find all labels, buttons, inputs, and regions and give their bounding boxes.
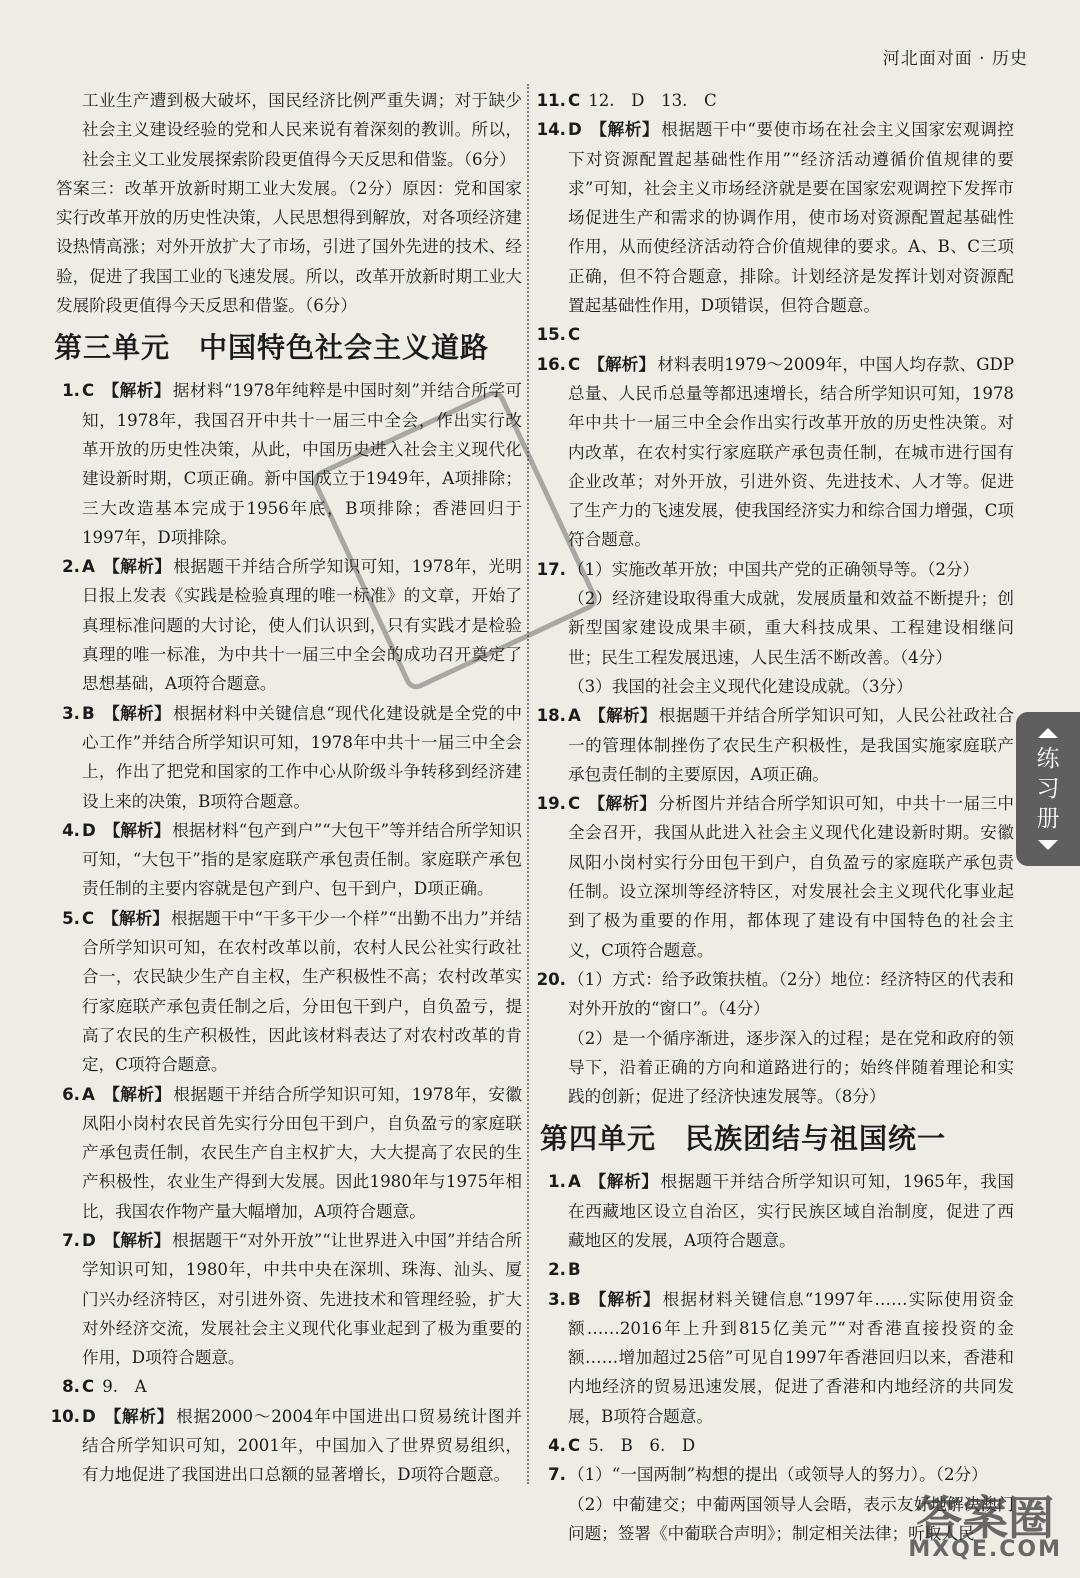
- answer-item: [56, 816, 522, 904]
- analysis-text: 根据题干中“干多干少一个样”“出勤不出力”并结合所学知识可知，在农村改革以前，农村人民公社实行政社合一，农民缺少生产自主权，生产积极性不高；农村改革实行家庭联产承包责任制之后，分田包干到户，自负盈亏，提高了农民的生产积极性，因此该材料表达了对农村改革的肯定，C项符合题意。: [82, 908, 523, 1075]
- answer-choice: D: [82, 820, 96, 840]
- analysis-tag: 【解析】: [589, 119, 660, 140]
- tab-char: 练: [1036, 746, 1060, 772]
- analysis-tag: 【解析】: [588, 353, 656, 374]
- question-number: 3.: [548, 1289, 566, 1309]
- answer-item: [542, 1431, 1014, 1460]
- analysis-text: 根据2000～2004年中国进出口贸易统计图并结合所学知识可知，2001年，中国加入了世界贸易组织，有力地促进了我国进出口总额的显著增长，D项符合题意。: [82, 1406, 522, 1485]
- answer-item: [536, 789, 1015, 965]
- analysis-tag: 【解析】: [102, 380, 171, 401]
- arrow-down-icon: [1038, 840, 1058, 850]
- answer-list: [536, 701, 1015, 965]
- question-number: 15.: [536, 325, 566, 345]
- answer-extra: 5. B 6. D: [588, 1436, 696, 1456]
- unit-title-3: 第三单元 中国特色社会主义道路: [54, 331, 490, 365]
- answer-line: （2）中葡建交；中葡两国领导人会晤，表示友好地解决澳门问题；签署《中葡联合声明》；制定相关法律；听取人民: [568, 1494, 1014, 1543]
- answer-item: [536, 115, 1015, 320]
- answer-item: [56, 552, 522, 698]
- analysis-tag: 【解析】: [103, 819, 171, 840]
- answer-choice: A: [82, 1084, 95, 1104]
- question-number: 8.: [62, 1377, 80, 1397]
- analysis-text: 根据题干并结合所学知识可知，1978年，光明日报上发表《实践是检验真理的唯一标准》的文章，开始了真理标准问题的大讨论，使人们认识到，只有实践才是检验真理的唯一标准，为中共十一届三中全会的成功召开奠定了思想基础，A项符合题意。: [82, 557, 523, 694]
- answer-choice: A: [82, 557, 95, 577]
- answer-item: [536, 701, 1015, 789]
- question-number: 5.: [62, 908, 80, 928]
- answer-choice: B: [82, 703, 95, 723]
- answer-item: [542, 1255, 1014, 1284]
- answer-item-20: [536, 965, 1014, 1111]
- answer-item: [56, 1372, 522, 1401]
- question-number: 14.: [536, 120, 566, 140]
- analysis-text: 根据题干并结合所学知识可知，人民公社政社合一的管理体制挫伤了农民生产积极性，是我国实施家庭联产承包责任制的主要原因，A项正确。: [568, 706, 1015, 784]
- left-column: [50, 86, 523, 1490]
- arrow-up-icon: [1038, 728, 1058, 738]
- answer-item: [56, 1080, 522, 1226]
- analysis-text: 根据材料中关键信息“现代化建设就是全党的中心工作”并结合所学知识可知，1978年中共十一届三中全会上，作出了把党和国家的工作中心从阶级斗争转移到经济建设上来的决策，B项符合题意。: [82, 703, 523, 811]
- answer-choice: C: [82, 908, 95, 928]
- answer-extra: 12. D 13. C: [588, 91, 717, 110]
- answer-choice: C: [82, 1377, 95, 1397]
- question-number: 1.: [62, 381, 80, 401]
- analysis-text: 根据题干并结合所学知识可知，1978年，安徽凤阳小岗村农民首先实行分田包干到户，自负盈亏的家庭联产承包责任制，农民生产自主权扩大，大大提高了农民的生产积极性，农业生产得到大发展。因此1980年与1975年相比，我国农作物产量大幅增加，A项符合题意。: [82, 1084, 523, 1221]
- analysis-text: 分析图片并结合所学知识可知，中共十一届三中全会召开，我国从此进入社会主义现代化建设新时期。安徽凤阳小岗村实行分田包干到户，自负盈亏的家庭联产承包责任制。设立深圳等经济特区，对发展社会主义现代化事业起到了极为重要的作用，都体现了建设有中国特色的社会主义，C项符合题意。: [568, 794, 1015, 960]
- question-number: 7.: [62, 1230, 80, 1250]
- analysis-tag: 【解析】: [102, 556, 172, 577]
- answer-choice: B: [568, 1260, 581, 1280]
- answer-choice: B: [568, 1289, 581, 1309]
- answer-item: [56, 699, 522, 816]
- analysis-tag: 【解析】: [102, 702, 172, 723]
- question-number: 2.: [62, 557, 80, 577]
- answer-item: [56, 1226, 522, 1372]
- column-divider: [527, 84, 529, 1484]
- analysis-tag: 【解析】: [102, 907, 169, 928]
- question-number: 18.: [536, 706, 566, 726]
- answer-choice: C: [568, 325, 581, 345]
- answer-item: [536, 86, 1014, 115]
- answer-item: [50, 1402, 522, 1490]
- answer-choice: C: [568, 1436, 581, 1456]
- answer-choice: C: [568, 794, 581, 814]
- answer-line: （2）经济建设取得重大成就，发展质量和效益不断提升；创新型国家建设成果丰硕，重大科技成果、工程建设相继问世；民生工程发展迅速，人民生活不断改善。（4分）: [568, 589, 1014, 667]
- intro-paragraph: 答案三：改革开放新时期工业大发展。（2分）原因：党和国家实行改革开放的历史性决策，人民思想得到解放，对各项经济建设热情高涨；对外开放扩大了市场，引进了国外先进的技术、经验，促进了我国工业的飞速发展。所以，改革开放新时期工业大发展阶段更值得今天反思和借鉴。（6分）: [56, 178, 522, 316]
- tab-char: 册: [1036, 806, 1060, 832]
- right-column: [536, 86, 1015, 1548]
- question-number: 17.: [536, 559, 566, 579]
- analysis-text: 根据材料“包产到户”“大包干”等并结合所学知识可知，“大包干”指的是家庭联产承包责任制。家庭联产承包责任制的主要内容就是包产到户、包干到户，D项正确。: [82, 820, 522, 899]
- question-number: 10.: [50, 1406, 80, 1426]
- question-number: 4.: [62, 820, 80, 840]
- answer-item: [542, 1285, 1014, 1431]
- intro-paragraph: 工业生产遭到极大破坏，国民经济比例严重失调；对于缺少社会主义建设经验的党和人民来说有着深刻的教训。所以，社会主义工业发展探索阶段更值得今天反思和借鉴。（6分）: [82, 91, 522, 169]
- analysis-text: 根据题干并结合所学知识可知，1965年，我国在西藏地区设立自治区，实行民族区域自治制度，促进了西藏地区的发展，A项符合题意。: [568, 1172, 1014, 1250]
- practice-book-tab: [1016, 712, 1080, 866]
- analysis-tag: 【解析】: [588, 705, 657, 726]
- answer-choice: C: [568, 91, 581, 110]
- analysis-text: 根据题干中“要使市场在社会主义国家宏观调控下对资源配置起基础性作用”“经济活动遵循价值规律的要求”可知，社会主义市场经济就是要在国家宏观调控下发挥市场促进生产和需求的协调作用，使市场对资源配置起基础性作用，从而使经济活动符合价值规律的要求。A、B、C三项正确，但不符合题意，排除。计划经济是发挥计划对资源配置起基础性作用，D项错误，但符合题意。: [568, 120, 1015, 316]
- question-number: 16.: [536, 354, 566, 374]
- answer-extra: 9. A: [102, 1377, 147, 1397]
- watermark-url: MXQE.COM: [908, 1537, 1062, 1562]
- question-number: 20.: [536, 969, 566, 989]
- analysis-tag: 【解析】: [588, 1171, 659, 1192]
- answer-line: （1）实施改革开放；中国共产党的正确领导等。（2分）: [568, 559, 980, 579]
- answer-choice: A: [568, 1172, 581, 1192]
- answer-choice: D: [82, 1406, 96, 1426]
- analysis-tag: 【解析】: [103, 1405, 175, 1426]
- answer-choice: D: [568, 120, 582, 140]
- analysis-tag: 【解析】: [588, 793, 657, 814]
- answer-line: （2）是一个循序渐进，逐步深入的过程；是在党和政府的领导下，沿着正确的方向和道路进行的；始终伴随着理论和实践的创新；促进了经济快速发展等。（8分）: [568, 1028, 1014, 1107]
- question-number: 6.: [62, 1084, 80, 1104]
- analysis-tag: 【解析】: [103, 1229, 171, 1250]
- answer-list: [536, 86, 1015, 555]
- question-number: 11.: [536, 91, 566, 110]
- watermark-logo: 答案圈: [916, 1491, 1055, 1545]
- answer-line: （3）我国的社会主义现代化建设成就。（3分）: [568, 676, 913, 696]
- question-number: 2.: [548, 1260, 566, 1280]
- analysis-tag: 【解析】: [588, 1288, 661, 1309]
- question-number: 4.: [548, 1436, 566, 1456]
- question-number: 7.: [548, 1465, 566, 1485]
- analysis-text: 材料表明1979～2009年，中国人均存款、GDP总量、人民币总量等都迅速增长，结合所学知识可知，1978年中共十一届三中全会作出实行改革开放的历史性决策。对内改革，在农村实行家庭联产承包责任制，在城市进行国有企业改革；对外开放，引进外资、先进技术、人才等。促进了生产力的飞速发展，使我国经济实力和综合国力增强，C项符合题意。: [568, 354, 1014, 550]
- answer-item: [56, 904, 522, 1080]
- question-number: 1.: [548, 1172, 566, 1192]
- answer-item: [542, 1167, 1014, 1255]
- answer-line: （1）“一国两制”构想的提出（或领导人的努力）。（2分）: [568, 1465, 988, 1485]
- question-number: 19.: [536, 794, 566, 814]
- answer-item: [536, 320, 1014, 349]
- tab-char: 习: [1036, 776, 1060, 802]
- answer-choice: D: [82, 1230, 96, 1250]
- analysis-tag: 【解析】: [102, 1083, 172, 1104]
- answer-choice: C: [568, 354, 581, 374]
- analysis-text: 据材料“1978年纯粹是中国时刻”并结合所学可知，1978年，我国召开中共十一届三中全会，作出实行改革开放的历史性决策，从此，中国历史进入社会主义现代化建设新时期，C项正确。新中国成立于1949年，A项排除；三大改造基本完成于1956年底，B项排除；香港回归于1997年，D项排除。: [82, 381, 523, 547]
- page-header: 河北面对面 · 历史: [882, 49, 1028, 69]
- unit-title-4: 第四单元 民族团结与祖国统一: [540, 1122, 947, 1156]
- answer-line: （1）方式：给予政策扶植。（2分）地位：经济特区的代表和对外开放的“窗口”。（4分）: [568, 969, 1014, 1019]
- analysis-text: 根据题干“对外开放”“让世界进入中国”并结合所学知识可知，1980年，中共中央在深圳、珠海、汕头、厦门兴办经济特区，对引进外资、先进技术和管理经验，扩大对外经济交流，发展社会主义现代化事业起到了极为重要的作用，D项符合题意。: [82, 1230, 522, 1368]
- answer-list: [50, 376, 523, 1489]
- answer-item: [536, 350, 1014, 555]
- question-number: 3.: [62, 703, 80, 723]
- answer-choice: C: [82, 381, 95, 401]
- site-watermark: [908, 1491, 1062, 1562]
- analysis-text: 根据材料关键信息“1997年……实际使用资金额……2016年上升到815亿美元”“对香港直接投资的金额……增加超过25倍”可见自1997年香港回归以来，香港和内地经济的贸易迅速发展，促进了香港和内地经济的共同发展，B项符合题意。: [568, 1289, 1015, 1426]
- answer-list: [542, 1167, 1014, 1460]
- answer-item: [56, 376, 522, 552]
- answer-item-17: [536, 555, 1014, 701]
- answer-choice: A: [568, 706, 581, 726]
